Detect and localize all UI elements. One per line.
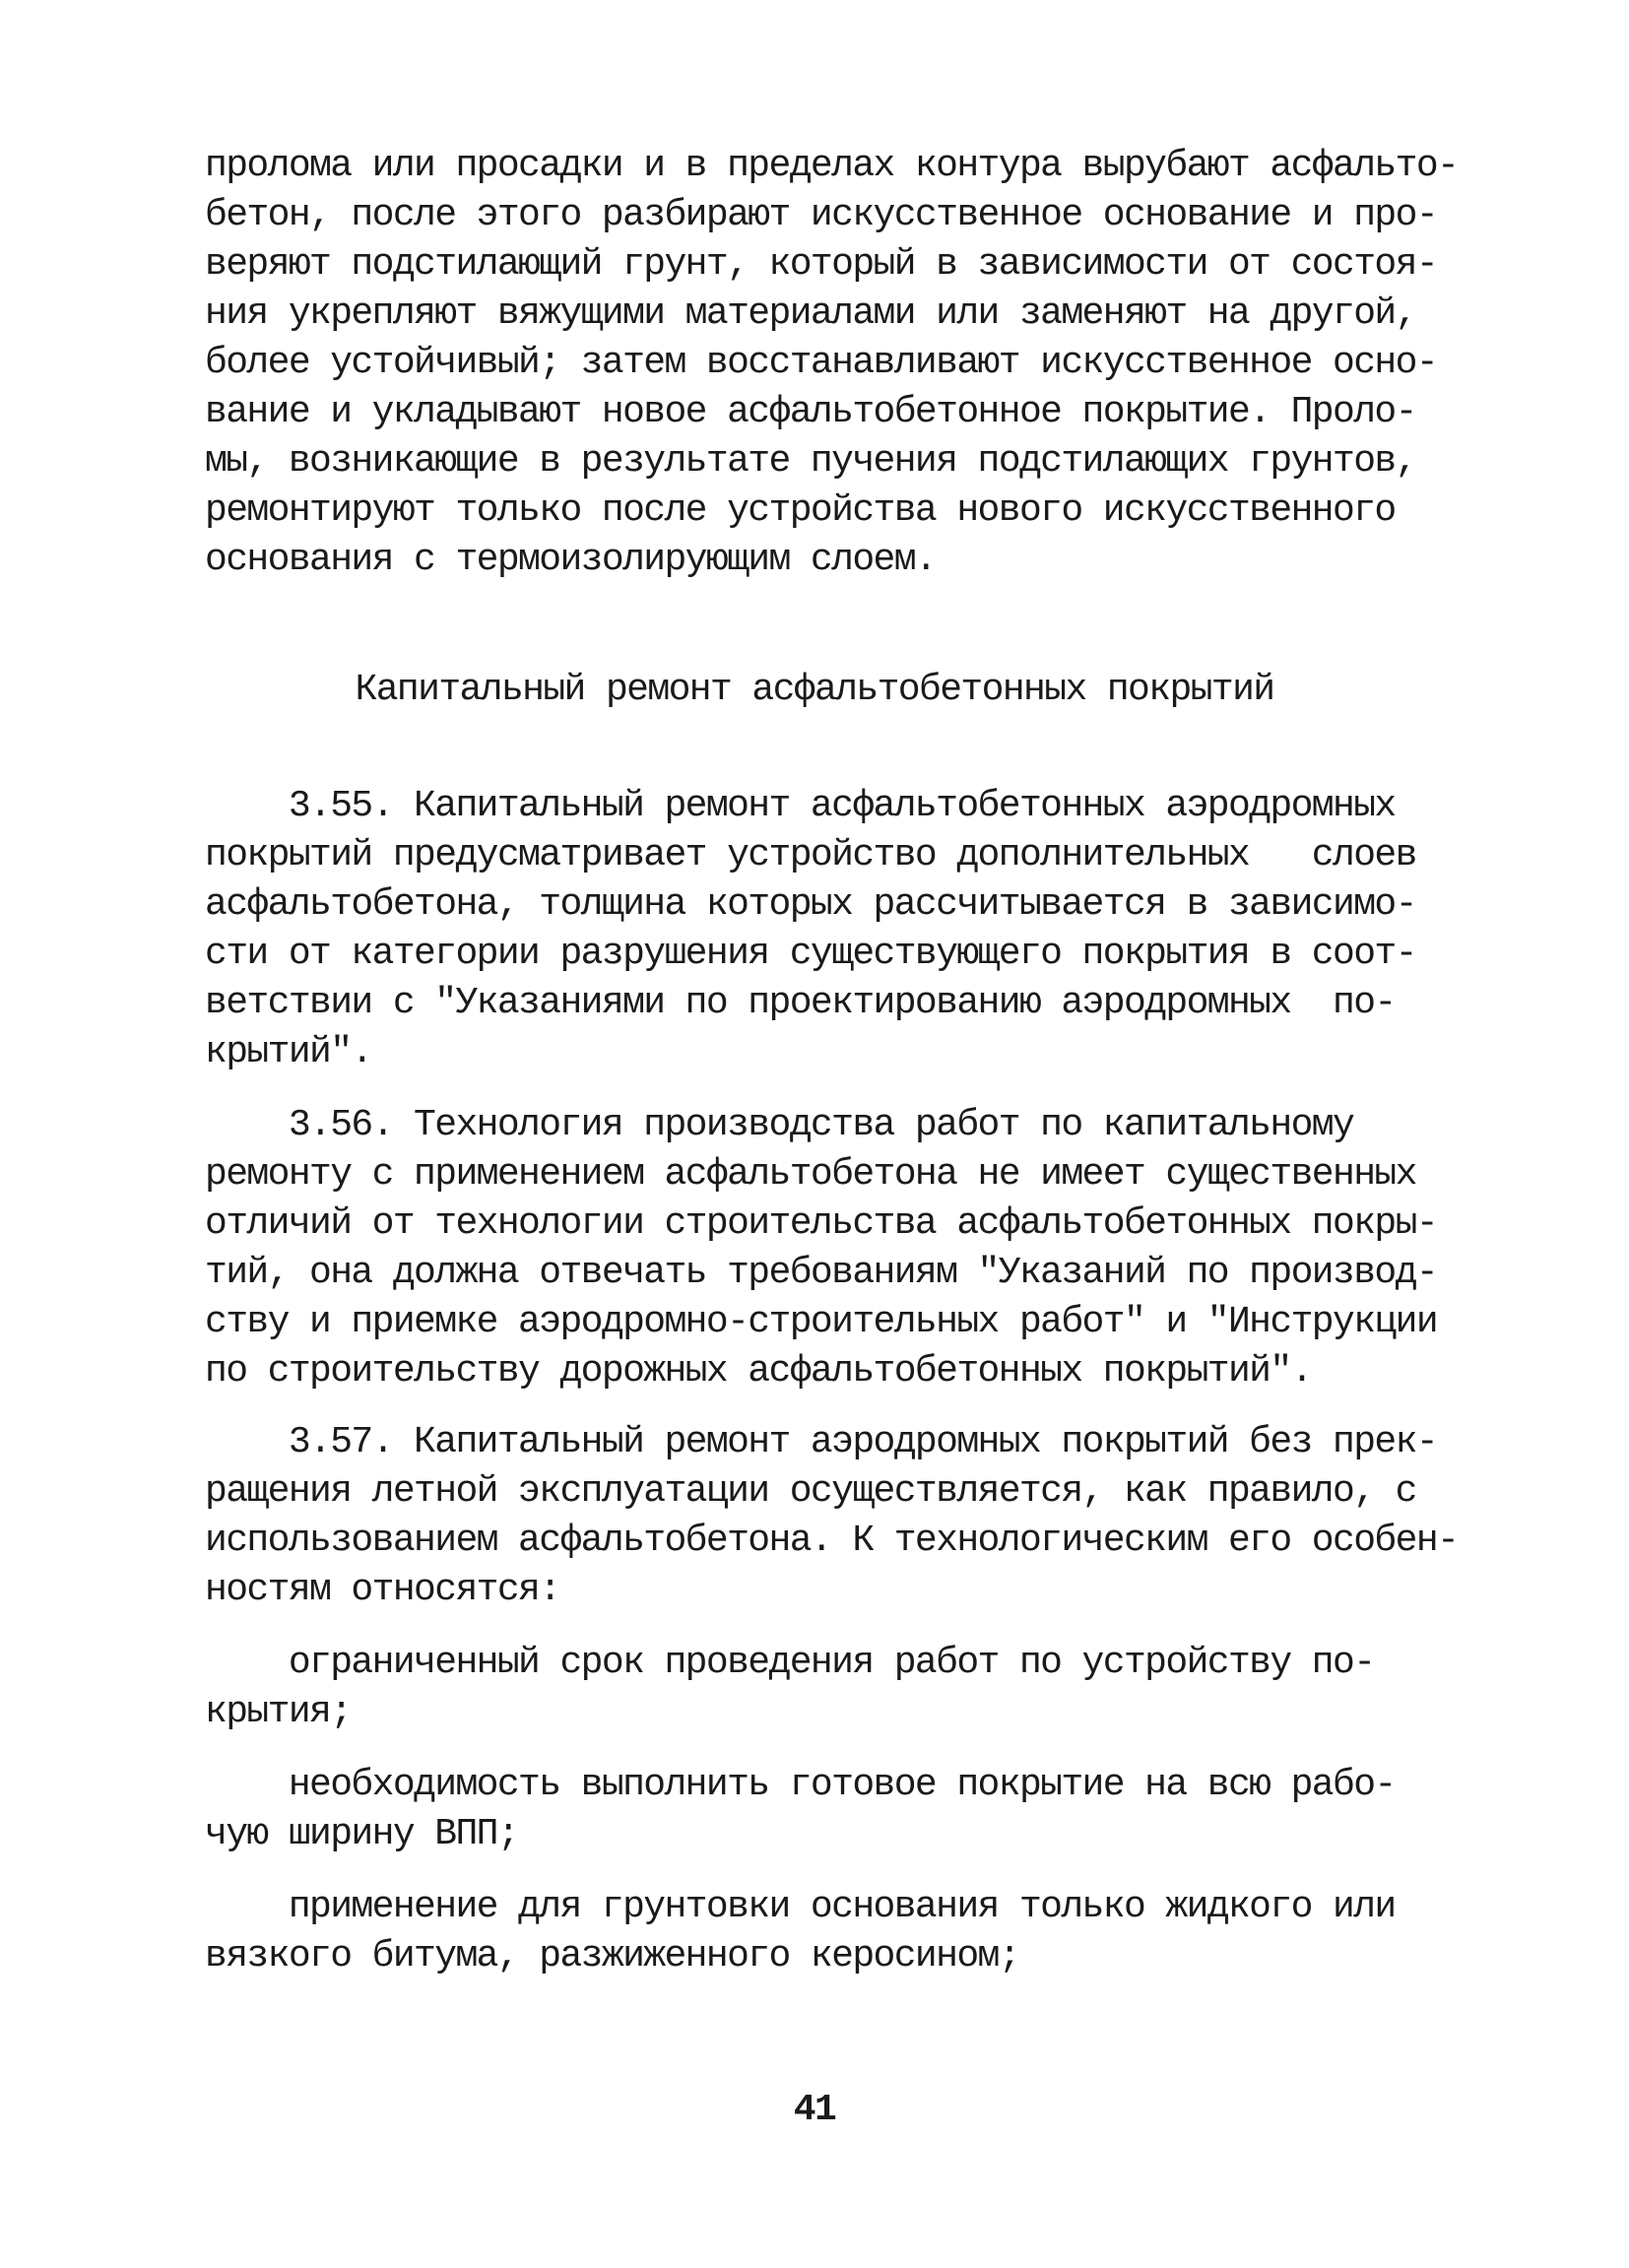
text-line: сти от категории разрушения существующего покрытия в соот- [205, 933, 1416, 975]
text-line: ностям относятся: [205, 1569, 560, 1611]
text-line: ния укрепляют вяжущими материалами или заменяют на другой, [205, 292, 1416, 335]
text-line: вязкого битума, разжиженного керосином; [205, 1935, 1019, 1977]
text-line: использованием асфальтобетона. К технологическим его особен- [205, 1520, 1459, 1562]
text-line: чую ширину ВПП; [205, 1813, 519, 1855]
text-line: ограниченный срок проведения работ по устройству по- [205, 1642, 1375, 1684]
text-line: вание и укладывают новое асфальтобетонное покрытие. Проло- [205, 391, 1416, 433]
text-line: 3.56. Технология производства работ по капитальному [205, 1104, 1354, 1146]
text-line: более устойчивый; затем восстанавливают искусственное осно- [205, 342, 1438, 384]
section-heading: Капитальный ремонт асфальтобетонных покрытий [355, 669, 1274, 711]
text-line: основания с термоизолирующим слоем. [205, 539, 937, 581]
text-line: отличий от технологии строительства асфальтобетонных покры- [205, 1202, 1438, 1245]
text-line: мы, возникающие в результате пучения подстилающих грунтов, [205, 440, 1416, 483]
text-line: покрытий предусматривает устройство дополнительных слоев [205, 834, 1416, 876]
text-line: тий, она должна отвечать требованиям "Указаний по производ- [205, 1252, 1438, 1294]
text-line: 3.55. Капитальный ремонт асфальтобетонных аэродромных [205, 785, 1396, 827]
text-line: пролома или просадки и в пределах контура вырубают асфальто- [205, 145, 1459, 187]
text-line: бетон, после этого разбирают искусственное основание и про- [205, 194, 1438, 236]
text-line: асфальтобетона, толщина которых рассчитывается в зависимо- [205, 883, 1416, 926]
text-line: ремонтируют только после устройства нового искусственного [205, 489, 1396, 532]
text-line: по строительству дорожных асфальтобетонных покрытий". [205, 1350, 1312, 1393]
text-line: крытий". [205, 1031, 372, 1073]
text-line: 3.57. Капитальный ремонт аэродромных покрытий без прек- [205, 1421, 1438, 1463]
text-line: необходимость выполнить готовое покрытие на всю рабо- [205, 1764, 1396, 1806]
text-line: ветствии с "Указаниями по проектированию аэродромных по- [205, 982, 1396, 1024]
text-line: ству и приемке аэродромно-строительных работ" и "Инструкции [205, 1301, 1438, 1343]
text-line: применение для грунтовки основания только жидкого или [205, 1886, 1396, 1928]
text-line: ращения летной эксплуатации осуществляется, как правило, с [205, 1470, 1416, 1513]
page-number: 41 [793, 2089, 836, 2131]
text-line: крытия; [205, 1691, 352, 1733]
text-line: ремонту с применением асфальтобетона не имеет существенных [205, 1153, 1416, 1196]
text-line: веряют подстилающий грунт, который в зависимости от состоя- [205, 243, 1438, 286]
